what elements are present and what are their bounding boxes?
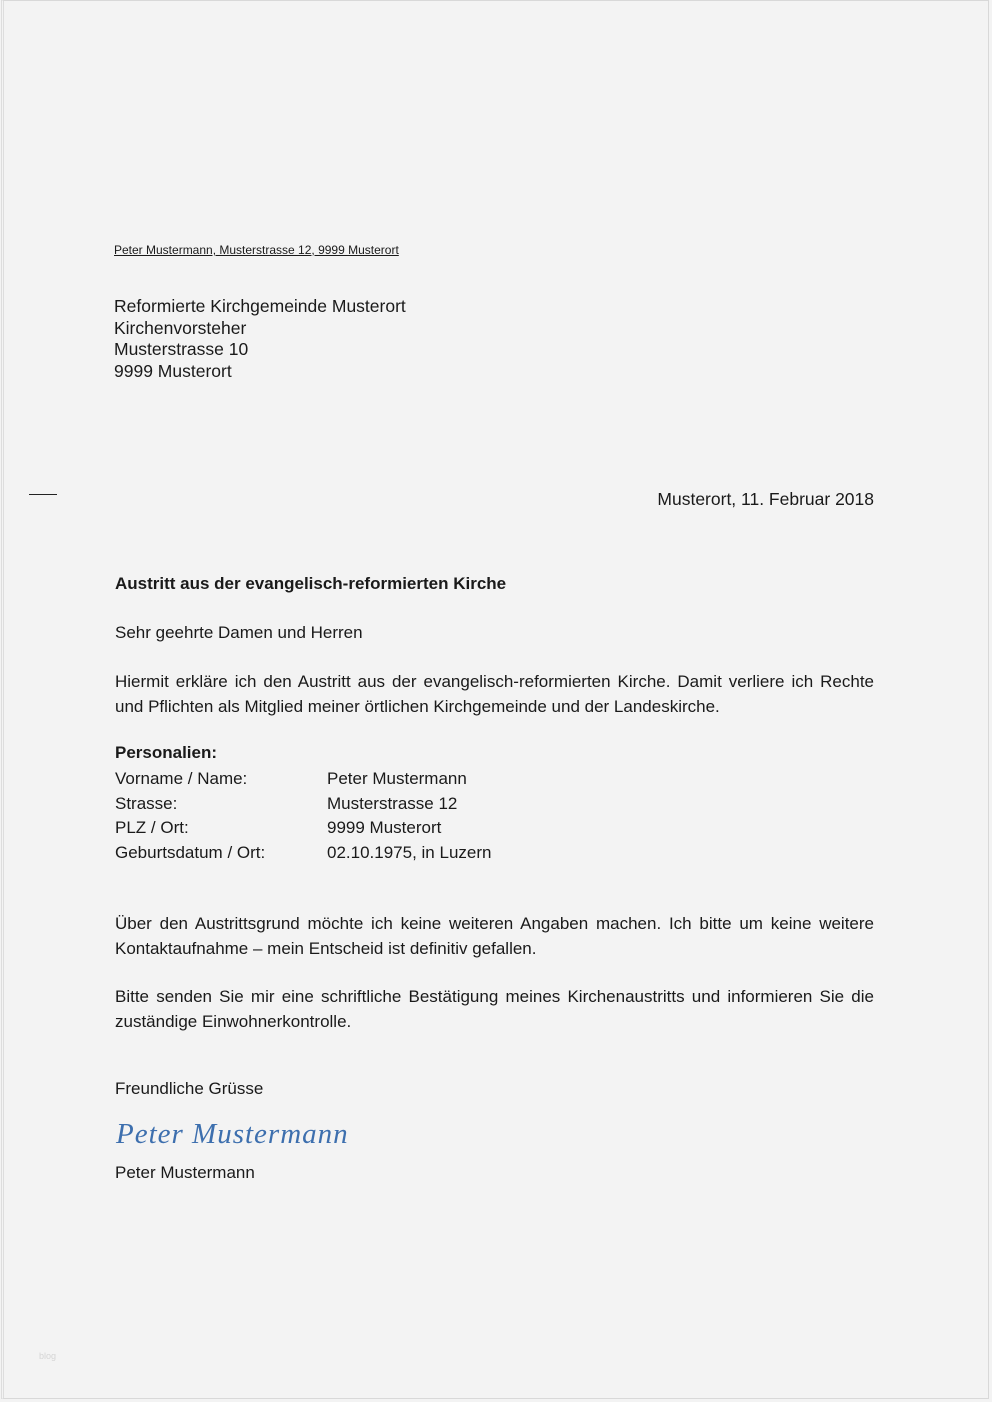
paragraph-2: Über den Austrittsgrund möchte ich keine weiteren Angaben machen. Ich bitte um keine weitere Kontaktaufnahme – mein Entscheid ist definitiv gefallen. (115, 914, 874, 958)
label: PLZ / Ort: (115, 818, 189, 837)
personalien-title: Personalien: (115, 743, 218, 762)
printed-name: Peter Mustermann (115, 1163, 255, 1182)
value: Musterstrasse 12 (327, 793, 458, 813)
sender-line: Peter Mustermann, Musterstrasse 12, 9999 Musterort (114, 243, 399, 257)
date-line: Musterort, 11. Februar 2018 (657, 489, 874, 509)
personalien-row (115, 792, 491, 817)
label: Strasse: (115, 793, 178, 813)
label: Geburtsdatum / Ort: (115, 842, 266, 862)
label: Vorname / Name: (115, 769, 248, 788)
handwritten-signature: Peter Mustermann (116, 1118, 349, 1150)
recipient-line: Musterstrasse 10 (114, 339, 249, 359)
watermark: blog (39, 1351, 57, 1361)
value: 9999 Musterort (327, 818, 442, 837)
paragraph-3: Bitte senden Sie mir eine schriftliche Bestätigung meines Kirchenaustritts und informieren Sie die zuständige Einwohnerkontrolle. (115, 987, 874, 1031)
recipient-address (114, 296, 406, 382)
paragraph-1: Hiermit erkläre ich den Austritt aus der evangelisch-reformierten Kirche. Damit verliere ich Rechte und Pflichten als Mitglied meiner örtlichen Kirchgemeinde und der Landeskirche. (115, 672, 874, 716)
salutation: Sehr geehrte Damen und Herren (115, 623, 363, 642)
fold-mark (29, 494, 57, 495)
recipient-line: Kirchenvorsteher (114, 317, 247, 338)
personalien-table (115, 767, 491, 865)
personalien-row (115, 767, 491, 792)
personalien-row (115, 841, 491, 866)
recipient-line: Reformierte Kirchgemeinde Musterort (114, 296, 406, 316)
value: 02.10.1975, in Luzern (327, 842, 492, 862)
personalien-row (115, 816, 491, 841)
recipient-line: 9999 Musterort (114, 360, 232, 381)
subject: Austritt aus der evangelisch-reformierten Kirche (115, 574, 507, 593)
closing: Freundliche Grüsse (115, 1079, 264, 1098)
value: Peter Mustermann (327, 769, 467, 788)
